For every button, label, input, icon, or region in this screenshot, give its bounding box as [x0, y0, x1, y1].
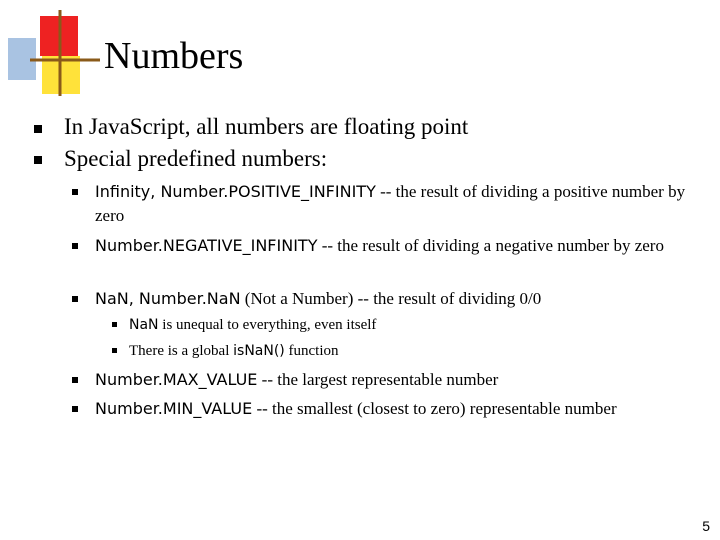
bullet-square-icon — [34, 125, 42, 133]
item-max-value — [95, 368, 705, 392]
code-infinity: Infinity, Number.POSITIVE_INFINITY — [95, 182, 376, 201]
text-nan: (Not a Number) -- the result of dividing 0/0 — [240, 289, 542, 308]
text-negative-infinity: -- the result of dividing a negative number by zero — [317, 236, 664, 255]
page-number: 5 — [702, 518, 710, 534]
text-max-value: -- the largest representable number — [257, 370, 499, 389]
code-isnan: isNaN() — [233, 343, 285, 359]
item-nan — [95, 287, 705, 311]
item-negative-infinity — [95, 234, 705, 258]
bullet-text-floating-point: In JavaScript, all numbers are floating point — [64, 114, 469, 139]
item-min-value — [95, 397, 655, 421]
bullet-square-icon — [72, 189, 78, 195]
item-infinity — [95, 180, 705, 228]
text-infinity: -- the result of dividing a positive number by zero — [95, 182, 686, 225]
code-negative-infinity: Number.NEGATIVE_INFINITY — [95, 236, 318, 255]
slide-title: Numbers — [104, 35, 244, 77]
bullet-square-icon — [112, 348, 117, 353]
bullet-square-icon — [72, 377, 78, 383]
bullet-text-special-numbers: Special predefined numbers: — [64, 146, 328, 171]
code-max-value: Number.MAX_VALUE — [95, 370, 258, 389]
bullet-square-icon — [112, 322, 117, 327]
bullet-square-icon — [72, 406, 78, 412]
code-nan: NaN, Number.NaN — [95, 289, 241, 308]
logo-decoration — [0, 0, 100, 100]
text-min-value: -- the smallest (closest to zero) representable number — [252, 399, 617, 418]
bullet-square-icon — [34, 156, 42, 164]
code-min-value: Number.MIN_VALUE — [95, 399, 253, 418]
bullet-square-icon — [72, 296, 78, 302]
text-isnan-pre: There is a global — [129, 343, 234, 359]
bullet-square-icon — [72, 243, 78, 249]
text-nan-unequal: is unequal to everything, even itself — [158, 317, 377, 333]
subitem-nan-unequal — [129, 314, 376, 336]
text-isnan-post: function — [284, 343, 339, 359]
code-nan-small: NaN — [129, 317, 159, 333]
subitem-isnan — [129, 340, 339, 362]
